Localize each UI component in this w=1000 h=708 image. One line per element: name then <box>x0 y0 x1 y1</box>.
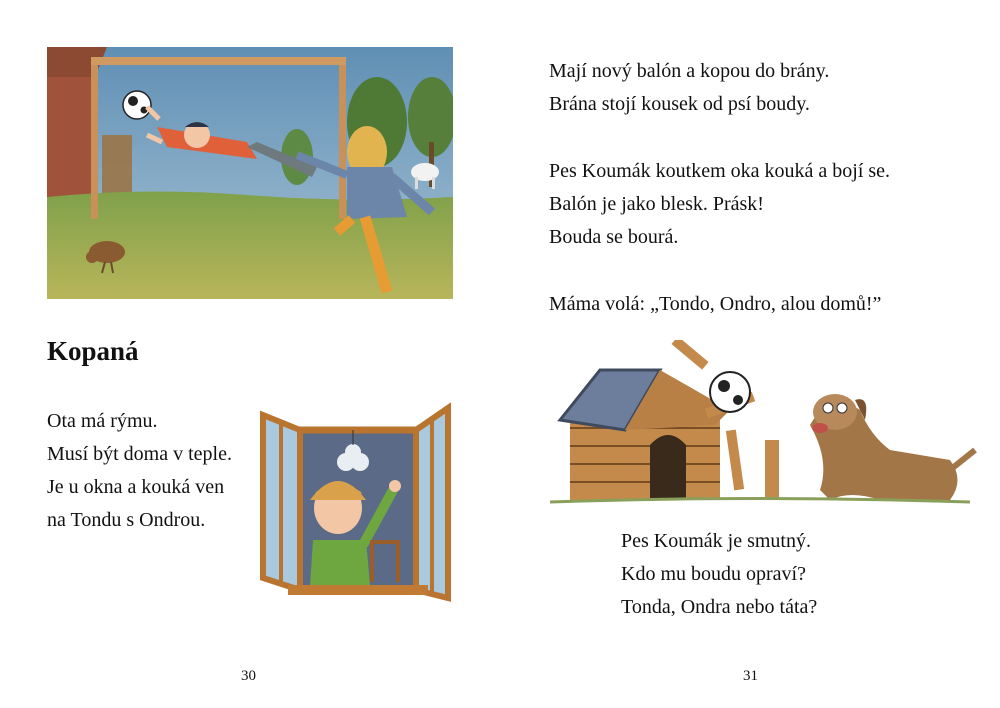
doghouse-illustration <box>530 340 980 515</box>
stanza-2 <box>549 155 890 254</box>
text-line: Musí být doma v teple. <box>47 443 232 465</box>
text-line: Máma volá: „Tondo, Ondro, alou domů!” <box>549 293 882 315</box>
text-line: Pes Koumák koutkem oka kouká a bojí se. <box>549 160 891 182</box>
text-line: na Tondu s Ondrou. <box>47 509 206 531</box>
text-line: Kdo mu boudu opraví? <box>621 563 806 585</box>
page-number: 30 <box>241 668 256 684</box>
right-page <box>500 0 1000 708</box>
text-line: Balón je jako blesk. Prásk! <box>549 193 764 215</box>
text-line: Ota má rýmu. <box>47 410 158 432</box>
text-line: Brána stojí kousek od psí boudy. <box>549 93 810 115</box>
stanza-3 <box>549 288 881 321</box>
story-paragraph <box>47 405 232 537</box>
football-illustration <box>47 47 453 299</box>
story-title: Kopaná <box>47 336 139 366</box>
stanza-4 <box>621 525 817 624</box>
page-number: 31 <box>743 668 758 684</box>
text-line: Tonda, Ondra nebo táta? <box>621 596 818 618</box>
text-line: Mají nový balón a kopou do brány. <box>549 60 830 82</box>
window-illustration <box>258 400 458 610</box>
text-line: Bouda se bourá. <box>549 226 679 248</box>
stanza-1 <box>549 55 829 121</box>
text-line: Je u okna a kouká ven <box>47 476 225 498</box>
text-line: Pes Koumák je smutný. <box>621 530 811 552</box>
